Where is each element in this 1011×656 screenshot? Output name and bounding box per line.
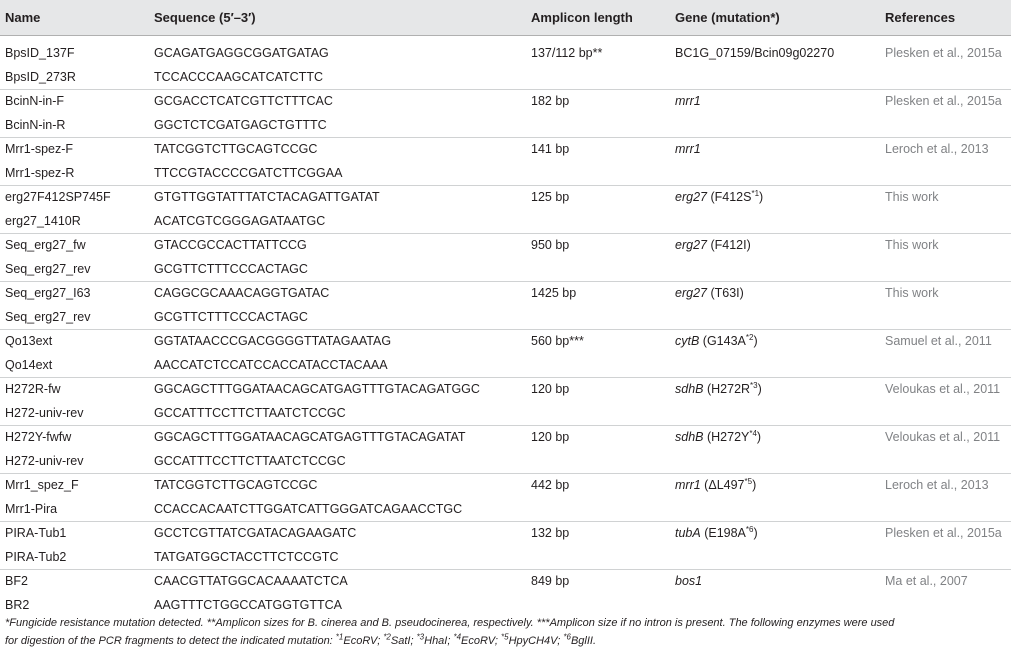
cell-reference	[880, 353, 1011, 377]
cell-reference: Samuel et al., 2011	[880, 329, 1011, 353]
cell-name: PIRA-Tub2	[5, 549, 67, 564]
cell-amplicon	[526, 305, 670, 329]
gene-mutation-close: )	[756, 430, 762, 445]
cell-name: H272Y-fwfw	[0, 425, 149, 449]
gene-name: bos1	[675, 574, 703, 589]
cell-gene	[670, 353, 880, 377]
enzyme-name: EcoRV;	[461, 635, 501, 647]
cell-amplicon: 141 bp	[526, 137, 670, 161]
cell-reference	[880, 161, 1011, 185]
cell-reference	[880, 257, 1011, 281]
cell-sequence: CAGGCGCAAACAGGTGATAC	[149, 281, 526, 305]
cell-reference: Plesken et al., 2015a	[880, 89, 1011, 113]
table-row	[0, 161, 1011, 185]
table-row	[0, 425, 1011, 449]
cell-amplicon: 849 bp	[526, 569, 670, 593]
cell-name: Seq_erg27_rev	[5, 309, 91, 324]
mutation-footnote-mark: *4	[749, 429, 757, 439]
cell-gene	[670, 281, 880, 305]
gene-name: erg27	[675, 238, 707, 253]
cell-reference	[880, 209, 1011, 233]
gene-mutation-close: )	[759, 190, 764, 205]
cell-sequence: GCGACCTCATCGTTCTTTCAC	[149, 89, 526, 113]
cell-reference: This work	[880, 233, 1011, 257]
table-row	[0, 185, 1011, 209]
cell-name: erg27F412SP745F	[0, 185, 149, 209]
table-row	[0, 65, 1011, 89]
header-references: References	[880, 0, 1011, 36]
cell-reference	[880, 593, 1011, 617]
cell-name: Seq_erg27_I63	[0, 281, 149, 305]
table-row	[0, 593, 1011, 617]
cell-name: Seq_erg27_fw	[0, 233, 149, 257]
cell-gene	[670, 497, 880, 521]
cell-name: Mrr1-spez-F	[0, 137, 149, 161]
table-row	[0, 521, 1011, 545]
cell-amplicon: 125 bp	[526, 185, 670, 209]
cell-amplicon: 132 bp	[526, 521, 670, 545]
cell-sequence: GTACCGCCACTTATTCCG	[149, 233, 526, 257]
enzyme-name: HpyCH4V;	[508, 635, 564, 647]
footnote-line-2-text: for digestion of the PCR fragments to detect the indicated mutation:	[5, 635, 336, 647]
table-row	[0, 233, 1011, 257]
cell-reference	[880, 65, 1011, 89]
table-row	[0, 473, 1011, 497]
cell-sequence: AACCATCTCCATCCACCATACCTACAAA	[154, 357, 388, 372]
cell-reference	[880, 449, 1011, 473]
cell-sequence: GGCTCTCGATGAGCTGTTTC	[154, 117, 327, 132]
cell-name: BcinN-in-R	[5, 117, 66, 132]
gene-mutation: (ΔL497	[700, 478, 745, 493]
cell-amplicon: 120 bp	[526, 425, 670, 449]
cell-reference	[880, 401, 1011, 425]
cell-gene	[670, 305, 880, 329]
cell-name: erg27_1410R	[5, 213, 81, 228]
table-row	[0, 329, 1011, 353]
cell-gene	[670, 89, 880, 113]
cell-name: BpsID_137F	[5, 45, 75, 60]
cell-gene	[670, 425, 880, 449]
gene-name: BC1G_07159/Bcin09g02270	[675, 45, 835, 60]
gene-name: tubA	[675, 526, 701, 541]
table-row	[0, 497, 1011, 521]
cell-sequence: GCCTCGTTATCGATACAGAAGATC	[149, 521, 526, 545]
gene-name: mrr1	[675, 94, 701, 109]
table-row	[0, 36, 1011, 66]
table-row	[0, 377, 1011, 401]
gene-name: mrr1	[675, 142, 701, 157]
cell-amplicon	[526, 209, 670, 233]
cell-amplicon: 442 bp	[526, 473, 670, 497]
cell-gene	[670, 401, 880, 425]
cell-amplicon: 120 bp	[526, 377, 670, 401]
table-row	[0, 353, 1011, 377]
cell-gene	[670, 137, 880, 161]
cell-amplicon: 1425 bp	[526, 281, 670, 305]
cell-reference: This work	[880, 185, 1011, 209]
gene-name: cytB	[675, 334, 700, 349]
cell-name: PIRA-Tub1	[0, 521, 149, 545]
cell-amplicon: 950 bp	[526, 233, 670, 257]
cell-reference: Ma et al., 2007	[880, 569, 1011, 593]
cell-sequence: TATGATGGCTACCTTCTCCGTC	[154, 549, 339, 564]
cell-gene	[670, 257, 880, 281]
cell-reference: Plesken et al., 2015a	[885, 45, 1002, 60]
cell-name: BpsID_273R	[5, 69, 76, 84]
gene-mutation: (H272R	[703, 382, 751, 397]
cell-sequence: AAGTTTCTGGCCATGGTGTTCA	[154, 597, 342, 612]
gene-mutation: (T63I)	[706, 286, 744, 301]
cell-sequence: TTCCGTACCCCGATCTTCGGAA	[154, 165, 343, 180]
mutation-footnote-mark: *6	[745, 525, 754, 535]
enzyme-mark: *6	[563, 632, 571, 642]
enzyme-mark: *1	[335, 632, 344, 642]
cell-name: Seq_erg27_rev	[5, 261, 91, 276]
enzyme-mark: *2	[383, 632, 391, 642]
gene-name: erg27	[675, 286, 707, 301]
table-row	[0, 449, 1011, 473]
cell-name: BR2	[5, 597, 30, 612]
cell-amplicon: 182 bp	[526, 89, 670, 113]
cell-name: Qo13ext	[0, 329, 149, 353]
table-row	[0, 401, 1011, 425]
cell-gene	[670, 377, 880, 401]
cell-reference: Veloukas et al., 2011	[880, 377, 1011, 401]
header-amplicon: Amplicon length	[526, 0, 670, 36]
gene-mutation-close: )	[752, 478, 757, 493]
footnote-enzymes	[335, 632, 597, 647]
cell-name: Mrr1-spez-R	[5, 165, 75, 180]
cell-sequence: TATCGGTCTTGCAGTCCGC	[149, 473, 526, 497]
enzyme-name: HhaI;	[424, 635, 454, 647]
gene-mutation: (F412I)	[706, 238, 751, 253]
cell-name: BF2	[0, 569, 149, 593]
header-sequence: Sequence (5′–3′)	[149, 0, 526, 36]
cell-gene	[670, 569, 880, 593]
cell-sequence: TATCGGTCTTGCAGTCCGC	[149, 137, 526, 161]
table-row	[0, 137, 1011, 161]
cell-gene	[670, 329, 880, 353]
cell-amplicon	[526, 593, 670, 617]
gene-mutation: (F412S	[706, 190, 752, 205]
cell-gene	[670, 545, 880, 569]
mutation-footnote-mark: *1	[751, 189, 760, 199]
gene-mutation-close: )	[753, 526, 758, 541]
gene-name: erg27	[675, 190, 707, 205]
cell-reference	[880, 497, 1011, 521]
gene-mutation: (E198A	[700, 526, 746, 541]
cell-gene	[670, 209, 880, 233]
cell-reference: Veloukas et al., 2011	[880, 425, 1011, 449]
header-name: Name	[0, 0, 149, 36]
cell-amplicon	[526, 545, 670, 569]
cell-gene	[670, 449, 880, 473]
header-gene: Gene (mutation*)	[670, 0, 880, 36]
cell-sequence: GCCATTTCCTTCTTAATCTCCGC	[154, 453, 346, 468]
enzyme-name: EcoRV;	[343, 635, 384, 647]
cell-amplicon	[526, 257, 670, 281]
cell-sequence: GCGTTCTTTCCCACTAGC	[154, 261, 308, 276]
cell-sequence: GGCAGCTTTGGATAACAGCATGAGTTTGTACAGATGGC	[149, 377, 526, 401]
table-row	[0, 113, 1011, 137]
cell-sequence: GCCATTTCCTTCTTAATCTCCGC	[154, 405, 346, 420]
cell-amplicon: 137/112 bp**	[531, 45, 603, 60]
table-row	[0, 569, 1011, 593]
gene-name: sdhB	[675, 430, 704, 445]
cell-sequence: CAACGTTATGGCACAAAATCTCA	[149, 569, 526, 593]
cell-gene	[670, 185, 880, 209]
cell-sequence: ACATCGTCGGGAGATAATGC	[154, 213, 326, 228]
gene-mutation-close: )	[753, 334, 758, 349]
enzyme-name: SatI;	[390, 635, 417, 647]
gene-name: mrr1	[675, 478, 701, 493]
enzyme-mark: *3	[416, 632, 425, 642]
cell-reference: This work	[880, 281, 1011, 305]
cell-sequence: GTGTTGGTATTTATCTACAGATTGATAT	[149, 185, 526, 209]
cell-amplicon	[526, 161, 670, 185]
cell-name: H272-univ-rev	[5, 405, 84, 420]
cell-name: Qo14ext	[5, 357, 53, 372]
mutation-footnote-mark: *5	[744, 477, 753, 487]
footnote-line-2	[5, 632, 1005, 650]
cell-reference	[880, 545, 1011, 569]
table-row	[0, 257, 1011, 281]
mutation-footnote-mark: *3	[750, 381, 758, 391]
cell-gene	[670, 473, 880, 497]
cell-sequence: GCGTTCTTTCCCACTAGC	[154, 309, 308, 324]
cell-name: Mrr1-Pira	[5, 501, 58, 516]
cell-sequence: GGCAGCTTTGGATAACAGCATGAGTTTGTACAGATAT	[149, 425, 526, 449]
cell-gene	[670, 113, 880, 137]
cell-sequence: TCCACCCAAGCATCATCTTC	[154, 69, 323, 84]
cell-gene	[670, 233, 880, 257]
cell-amplicon	[526, 113, 670, 137]
cell-amplicon	[526, 401, 670, 425]
table-row	[0, 545, 1011, 569]
gene-mutation-close: )	[757, 382, 762, 397]
cell-amplicon	[526, 497, 670, 521]
table-row	[0, 209, 1011, 233]
cell-gene	[670, 593, 880, 617]
mutation-footnote-mark: *2	[745, 333, 754, 343]
footnote-line-1: *Fungicide resistance mutation detected. **Amplicon sizes for B. cinerea and B. pseudocinerea, respectively. ***Amplicon size if no intron is present. The following enzymes were used	[5, 617, 895, 629]
cell-sequence: CCACCACAATCTTGGATCATTGGGATCAGAACCTGC	[154, 501, 463, 516]
gene-mutation: (H272Y	[703, 430, 750, 445]
enzyme-mark: *4	[453, 632, 462, 642]
cell-amplicon	[526, 353, 670, 377]
table-body	[0, 36, 1011, 617]
cell-reference	[880, 113, 1011, 137]
cell-reference	[880, 305, 1011, 329]
cell-reference: Leroch et al., 2013	[880, 137, 1011, 161]
cell-amplicon	[526, 449, 670, 473]
cell-reference: Plesken et al., 2015a	[880, 521, 1011, 545]
cell-sequence: GGTATAACCCGACGGGGTTATAGAATAG	[149, 329, 526, 353]
cell-amplicon	[526, 65, 670, 89]
cell-name: Mrr1_spez_F	[0, 473, 149, 497]
table-row	[0, 281, 1011, 305]
cell-reference: Leroch et al., 2013	[880, 473, 1011, 497]
enzyme-mark: *5	[501, 632, 509, 642]
table-row	[0, 89, 1011, 113]
cell-name: BcinN-in-F	[0, 89, 149, 113]
gene-name: sdhB	[675, 382, 704, 397]
cell-gene	[670, 36, 880, 66]
cell-sequence: GCAGATGAGGCGGATGATAG	[154, 45, 329, 60]
cell-amplicon: 560 bp***	[526, 329, 670, 353]
header-row	[0, 0, 1011, 36]
enzyme-name: BglII.	[570, 635, 597, 647]
cell-gene	[670, 161, 880, 185]
cell-gene	[670, 521, 880, 545]
cell-gene	[670, 65, 880, 89]
cell-name: H272R-fw	[0, 377, 149, 401]
table-footnote	[5, 614, 1005, 650]
table-row	[0, 305, 1011, 329]
gene-mutation: (G143A	[699, 334, 746, 349]
cell-name: H272-univ-rev	[5, 453, 84, 468]
